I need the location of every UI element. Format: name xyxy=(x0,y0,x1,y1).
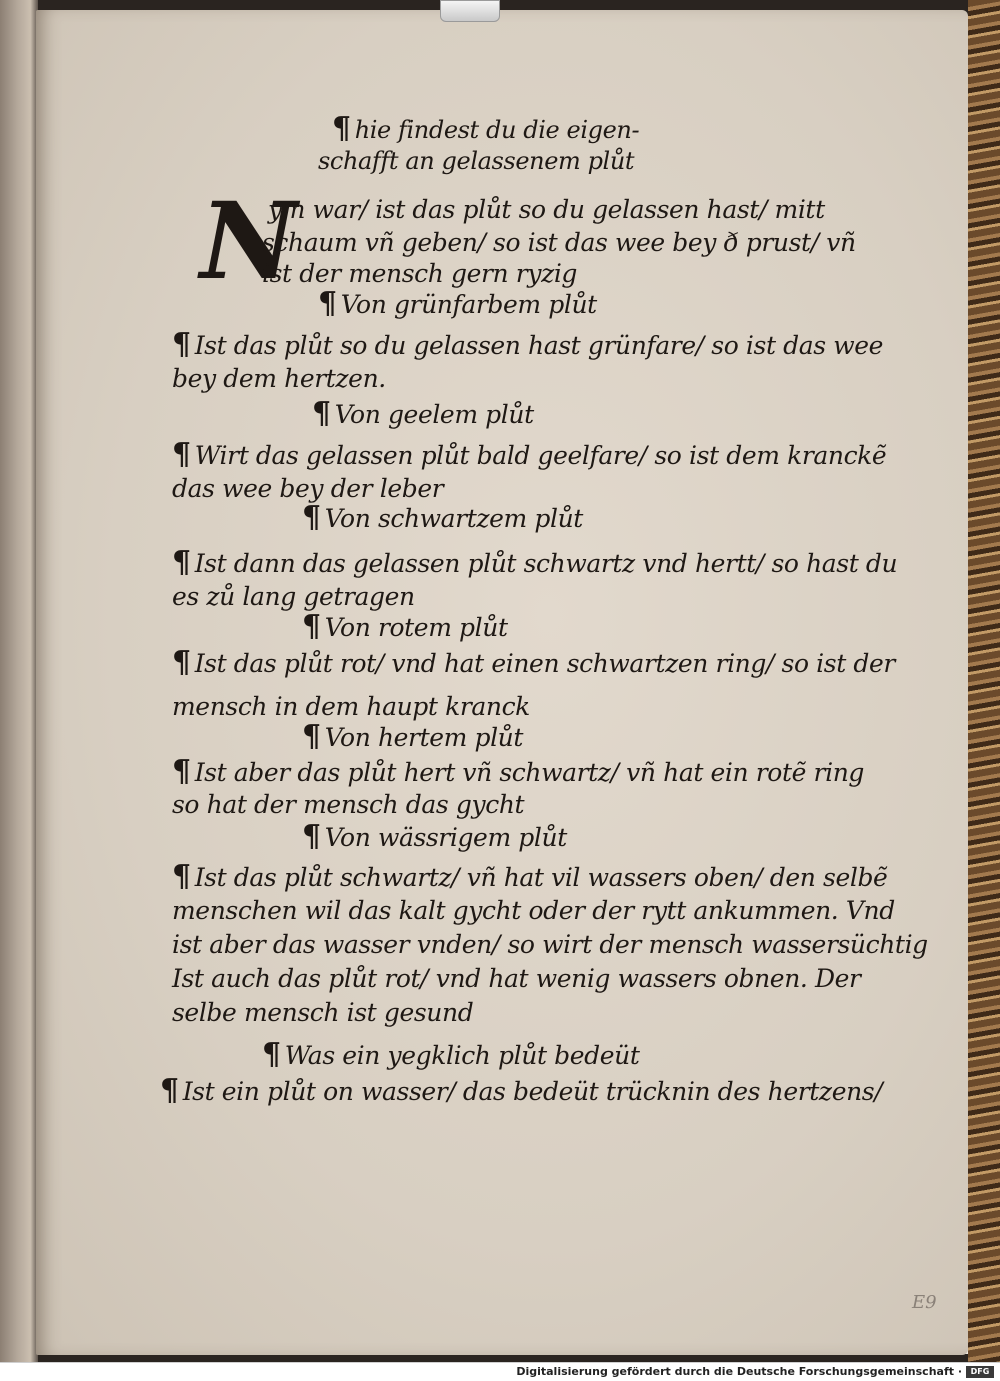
dfg-logo-icon: DFG xyxy=(966,1366,994,1378)
text-line: das wee bey der leber xyxy=(172,474,444,503)
text-line: ist der mensch gern ryzig xyxy=(262,259,578,288)
pilcrow-icon: ¶ xyxy=(172,859,191,894)
text-line: menschen wil das kalt gycht oder der rytt ankummen. Vnd xyxy=(172,896,895,925)
section-heading: ¶ Von grünfarbem plůt xyxy=(318,286,597,321)
footer-credit: Digitalisierung gefördert durch die Deutsche Forschungsgemeinschaft · xyxy=(516,1365,962,1378)
section-heading: ¶ Was ein yegklich plůt bedeüt xyxy=(262,1037,640,1072)
pilcrow-icon: ¶ xyxy=(302,609,321,644)
text-line: Ist auch das plůt rot/ vnd hat wenig wassers obnen. Der xyxy=(172,964,861,993)
text-line: ¶ Ist das plůt rot/ vnd hat einen schwartzen ring/ so ist der xyxy=(172,645,895,680)
pilcrow-icon: ¶ xyxy=(172,327,191,362)
pilcrow-icon: ¶ xyxy=(302,719,321,754)
text-line: ¶ Ist ein plůt on wasser/ das bedeüt trücknin des hertzens/ xyxy=(160,1073,883,1108)
pilcrow-icon: ¶ xyxy=(262,1037,281,1072)
text-line: so hat der mensch das gycht xyxy=(172,790,525,819)
pilcrow-icon: ¶ xyxy=(160,1073,179,1108)
section-heading: ¶ Von schwartzem plůt xyxy=(302,500,583,535)
text-line: es zů lang getragen xyxy=(172,582,415,611)
text-line: mensch in dem haupt kranck xyxy=(172,692,530,721)
text-line: ¶ Ist dann das gelassen plůt schwartz vnd hertt/ so hast du xyxy=(172,545,898,580)
text-line: ¶ hie findest du die eigen- xyxy=(332,111,640,146)
text-line: bey dem hertzen. xyxy=(172,364,386,393)
decorated-initial: N xyxy=(200,178,297,303)
section-heading: ¶ Von wässrigem plůt xyxy=(302,819,567,854)
footer-bar xyxy=(0,1362,1000,1381)
section-heading: ¶ Von rotem plůt xyxy=(302,609,508,644)
signature-mark: E9 xyxy=(912,1292,937,1313)
text-line: schaum vñ geben/ so ist das wee bey ð prust/ vñ xyxy=(262,228,856,257)
pilcrow-icon: ¶ xyxy=(318,286,337,321)
pilcrow-icon: ¶ xyxy=(172,645,191,680)
text-line: ¶ Ist das plůt so du gelassen hast grünfare/ so ist das wee xyxy=(172,327,884,362)
section-heading: ¶ Von hertem plůt xyxy=(302,719,524,754)
text-line: selbe mensch ist gesund xyxy=(172,998,474,1027)
pilcrow-icon: ¶ xyxy=(172,754,191,789)
pilcrow-icon: ¶ xyxy=(172,437,191,472)
text-line: ¶ Wirt das gelassen plůt bald geelfare/ so ist dem kranckẽ xyxy=(172,437,887,472)
text-line: ¶ Ist aber das plůt hert vñ schwartz/ vñ hat ein rotẽ ring xyxy=(172,754,864,789)
pilcrow-icon: ¶ xyxy=(302,819,321,854)
pilcrow-icon: ¶ xyxy=(172,545,191,580)
text-line: ym war/ ist das plůt so du gelassen hast/ mitt xyxy=(268,195,825,224)
pilcrow-icon: ¶ xyxy=(332,111,351,146)
pilcrow-icon: ¶ xyxy=(302,500,321,535)
section-heading: ¶ Von geelem plůt xyxy=(312,396,534,431)
text-line: schafft an gelassenem plůt xyxy=(318,147,635,175)
pilcrow-icon: ¶ xyxy=(312,396,331,431)
text-line: ¶ Ist das plůt schwartz/ vñ hat vil wassers oben/ den selbẽ xyxy=(172,859,888,894)
text-line: ist aber das wasser vnden/ so wirt der mensch wassersüchtig xyxy=(172,930,928,959)
